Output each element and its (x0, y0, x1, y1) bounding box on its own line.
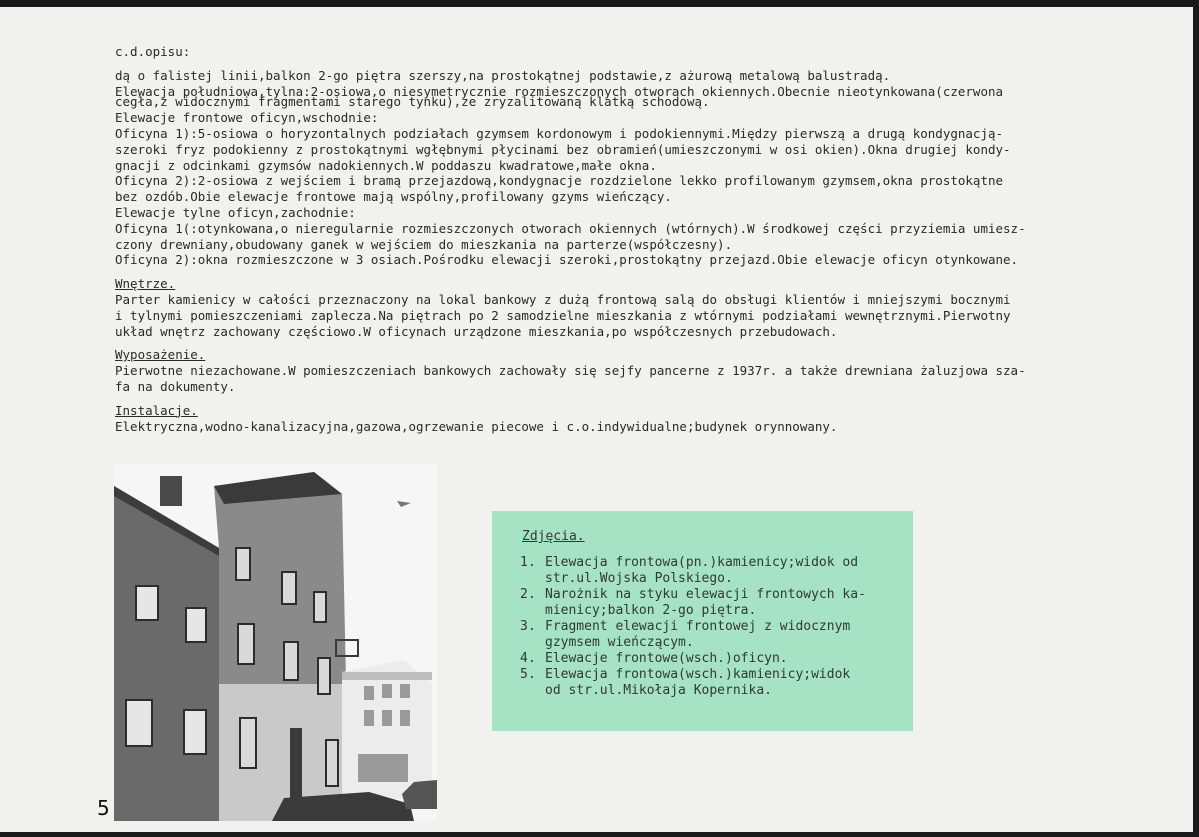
list-item-line: Elewacja frontowa(pn.)kamienicy;widok od (545, 555, 859, 570)
list-item-line: od str.ul.Mikołaja Kopernika. (545, 683, 772, 698)
text-line: dą o falistej linii,balkon 2-go piętra szerszy,na prostokątnej podstawie,z ażurową metalową balustradą. (115, 67, 891, 83)
spacer (115, 268, 1150, 276)
document-text (115, 44, 1150, 434)
text-line: Elewacje frontowe oficyn,wschodnie: (115, 110, 379, 126)
section-heading-wyposazenie: Wyposażenie. (115, 347, 206, 363)
text-line: czony drewniany,obudowany ganek w wejściem do mieszkania na parterze(współczesny). (115, 236, 733, 252)
text-line: fa na dokumenty. (115, 378, 236, 394)
list-item-number: 4. (520, 651, 536, 666)
list-item-line: str.ul.Wojska Polskiego. (545, 571, 733, 586)
list-item (520, 555, 866, 587)
text-line: gnacji z odcinkami gzymsów nadokiennych.W poddaszu kwadratowe,małe okna. (115, 157, 657, 173)
scan-border-right (1193, 0, 1199, 837)
text-line: Oficyna 1):5-osiowa o horyzontalnych podziałach gzymsem kordonowym i podokiennymi.Między pierwszą a drugą kondygnacją- (115, 125, 1004, 141)
list-item-line: Elewacja frontowa(wsch.)kamienicy;widok (545, 667, 851, 682)
text-line: i tylnymi pomieszczeniami zaplecza.Na piętrach po 2 samodzielne mieszkania z wtórnymi podziałami wewnętrznymi.Pierwotny (115, 307, 1011, 323)
list-item-text (545, 587, 866, 619)
list-item-text (545, 619, 850, 651)
list-item-line: Fragment elewacji frontowej z widocznym (545, 619, 851, 634)
list-item-text (545, 555, 858, 587)
text-line: Oficyna 1(:otynkowana,o nieregularnie rozmieszczonych otworach okiennych (wtórnych).W środkowej części przyziemia umiesz- (115, 220, 1026, 236)
text-line: Elewacja południowa,tylna:2-osiowa,o niesymetrycznie rozmieszczonych otworach okiennych.Obecnie nieotynkowana(czerwona (115, 83, 1004, 99)
section-heading-wnetrze: Wnętrze. (115, 276, 176, 292)
text-line: bez ozdób.Obie elewacje frontowe mają wspólny,profilowany gzyms wieńczący. (115, 189, 672, 205)
section-heading-instalacje: Instalacje. (115, 402, 198, 418)
spacer (115, 395, 1150, 403)
list-item-number: 3. (520, 619, 536, 634)
photo-list-card (492, 511, 913, 731)
list-item (520, 667, 866, 699)
list-item-line: Narożnik na styku elewacji frontowych ka- (545, 587, 866, 602)
list-item (520, 619, 866, 651)
list-item-number: 1. (520, 555, 536, 570)
list-item-line: mienicy;balkon 2-go piętra. (545, 603, 757, 618)
text-line: Oficyna 2):2-osiowa z wejściem i bramą przejazdową,kondygnacje rozdzielone lekko profilowanym gzymsem,okna prostokątne (115, 173, 1004, 189)
list-item-number: 2. (520, 587, 536, 602)
text-line: Pierwotne niezachowane.W pomieszczeniach bankowych zachowały się sejfy pancerne z 1937r. a także drewniana żaluzjowa sza- (115, 363, 1026, 379)
text-line: Oficyna 2):okna rozmieszczone w 3 osiach.Pośrodku elewacji szeroki,prostokątny przejazd.Obie elewacje oficyn otynkowane. (115, 252, 1019, 268)
text-line: szeroki fryz podokienny z prostokątnymi wgłębnymi płycinami bez obramień(umieszczonymi w osi okien).Okna drugiej kondy- (115, 141, 1011, 157)
scan-border-bottom (0, 832, 1199, 837)
text-line: Elektryczna,wodno-kanalizacyjna,gazowa,ogrzewanie piecowe i c.o.indywidualne;budynek orynnowany. (115, 418, 838, 434)
spacer (115, 339, 1150, 347)
text-line: Parter kamienicy w całości przeznaczony na lokal bankowy z dużą frontową salą do obsługi klientów i mniejszymi bocznymi (115, 291, 1011, 307)
list-item-text (545, 651, 788, 667)
scan-border-top (0, 0, 1199, 7)
list-item-line: Elewacje frontowe(wsch.)oficyn. (545, 651, 788, 666)
building-photo (114, 464, 437, 821)
list-item (520, 587, 866, 619)
list-item-line: gzymsem wieńczącym. (545, 635, 694, 650)
text-line: układ wnętrz zachowany częściowo.W oficynach urządzone mieszkania,po współczesnych przebudowach. (115, 323, 838, 339)
photo-list (520, 555, 866, 699)
text-line: cegła,z widocznymi fragmentami starego tynku),ze zryzalitowaną klatką schodową. (115, 94, 710, 110)
page-number: 5 (97, 796, 110, 820)
text-line: Elewacje tylne oficyn,zachodnie: (115, 204, 356, 220)
list-item-text (545, 667, 850, 699)
list-item-number: 5. (520, 667, 536, 682)
card-title: Zdjęcia. (522, 529, 585, 544)
spacer (115, 60, 1150, 68)
list-item (520, 651, 866, 667)
text-line: c.d.opisu: (115, 44, 191, 59)
